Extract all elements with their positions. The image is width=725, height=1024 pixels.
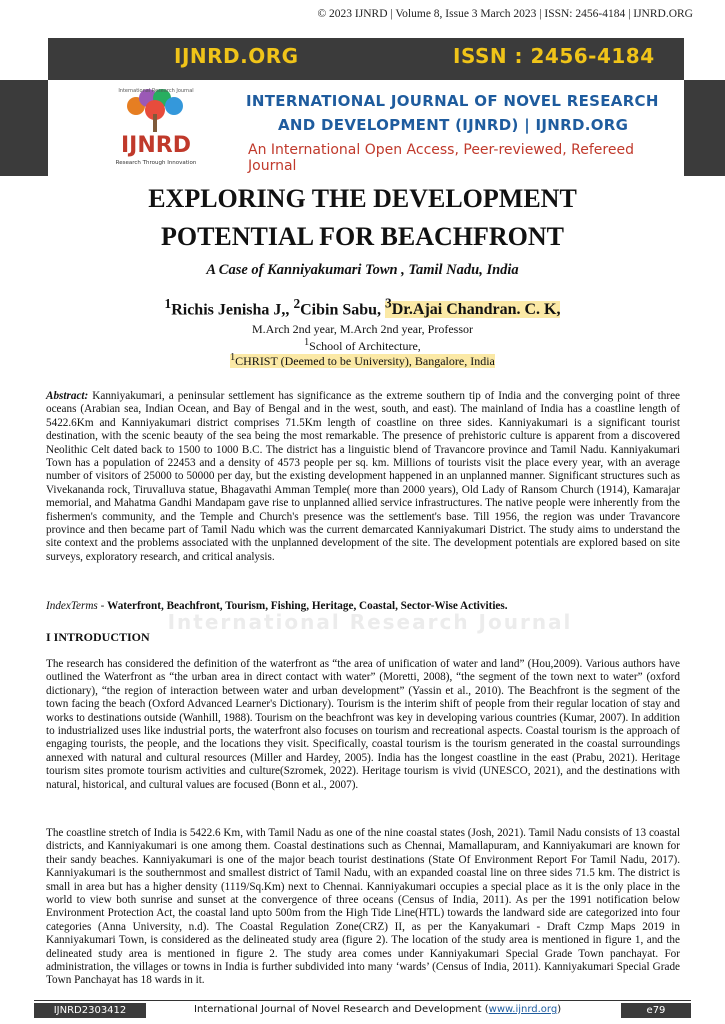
logo-tagline: Research Through Innovation (115, 160, 197, 166)
affiliation-school-text: School of Architecture, (309, 339, 421, 353)
index-terms-text: Waterfront, Beachfront, Tourism, Fishing, Heritage, Coastal, Sector-Wise Activities. (107, 600, 508, 612)
banner-line-2: AND DEVELOPMENT (IJNRD) | IJNRD.ORG (278, 116, 629, 134)
banner-line-3: An International Open Access, Peer-reviewed, Refereed Journal (248, 142, 634, 174)
banner-side-strip (684, 80, 725, 176)
watermark: International Research Journal (167, 610, 573, 634)
index-terms-label: IndexTerms (46, 600, 98, 612)
author-3: Dr.Ajai Chandran. C. K, (391, 301, 561, 319)
affiliation-school: $^1$School of Architecture, (304, 337, 421, 353)
affiliation-roles (0, 322, 725, 337)
footer-paper-id: IJNRD2303412 (34, 1003, 146, 1018)
banner-issn: ISSN : 2456-4184 (453, 44, 655, 68)
logo-small-text: International Research Journal (118, 88, 194, 94)
affiliation-roles-text: M.Arch 2nd year, M.Arch 2nd year, Professor (252, 322, 473, 336)
banner-top-bar (48, 38, 684, 80)
abstract-text: Kanniyakumari, a peninsular settlement has significance as the extreme southern tip of India and the converging point of three oceans (Arabian sea, Indian Ocean, and Bay of Bengal and in the west, south, and east). The mainland of India has a coastline length of 5422.6Km and Kanniyakumari district comprises 71.5Km length of coastline on three sides. Kanniyakumari is a significant tourist destination, with the scenic beauty of the sea being the most remarkable. The presence of prehistoric culture is apparent from a discovered Neolithic Celt dated back to 1500 to 1000 B.C. The district has a linguistic blend of Travancore province and Tamil Nadu. Kanniyakumari Town has a population of 22453 and a density of 4573 people per sq. km. Millions of tourists visit the place every year, with an average number of visitors of 25000 to 50000 per day, but the existing development happened in an unplanned manner. Significant structures such as Vivekananda rock, Tiruvalluva statue, Bhagavathi Amman Temple( more than 2000 years), Old Lady of Ransom Church (1914), Kamarajar memorial, and Mahatma Gandhi Mandapam gave rise to unplanned allied service infrastructures. The native people were inherently from the fishermen's community, and the Temple and Church's presence was the settlement's base. Till 1956, the region was under Travancore province and then became part of Tamil Nadu which was the current demarcated Kanniyakumari District. The study aims to understand the site context and the problems associated with the unplanned development of the site. The development potentials are explored based on site surveys, exploratory research, and critical analysis. (46, 390, 681, 563)
logo-text: IJNRD (121, 133, 191, 158)
footer-link[interactable]: www.ijnrd.org (488, 1004, 558, 1015)
footer-journal (194, 1004, 561, 1015)
section-heading-introduction: I INTRODUCTION (46, 630, 150, 644)
banner-side-strip (0, 80, 48, 176)
affiliation-university-text: CHRIST (Deemed to be University), Bangalore, India (235, 354, 495, 368)
abstract-label: Abstract: (46, 390, 89, 402)
intro-paragraph-1: The research has considered the definition of the waterfront as “the area of unification of water and land” (Hou,2009). Various authors have outlined the Waterfront as “the urban area in direct contact with water” (Moretti, 2008), “the segment of the town next to water” (oxford dictionary), “the region of interaction between water and urban development” (Yassin et al., 2010). The Beachfront is the segment of the town facing the beach (Oxford Advanced Learner's Dictionary). Tourism is the interim shift of people from their regular location of stay and works to destinations outside (Wanhill, 1988). Tourism on the beachfront was key in developing various countries (Kumar, 2007). In addition to industrialized uses like industrial ports, the waterfront also focuses on tourism and recreational aspects. Coastal tourism is the approach of engaging tourists, the people, and the locations they visit. Specifically, coastal tourism is the tourism generated in the coastal surroundings annexed with natural and cultural resources (Miller and Hardey, 2005). India has the longest coastline in the east (Prabu, 2021). Heritage tourism sites promote tourism activities and culture(Szromek, 2022). Heritage tourism is vivid (UNESCO, 2021), and the destinations with natural, historical, and cultural values are focused (Bonn et al., 2007). (46, 658, 680, 791)
paper-subtitle: A Case of Kanniyakumari Town , Tamil Nadu, India (206, 262, 519, 278)
paper-title-line-2: POTENTIAL FOR BEACHFRONT (160, 222, 565, 251)
journal-header-line: © 2023 IJNRD | Volume 8, Issue 3 March 2023 | ISSN: 2456-4184 | IJNRD.ORG (317, 8, 693, 20)
tree-icon (127, 89, 183, 132)
authors: $^1$Richis Jenisha J,, $^2$Cibin Sabu, $^3$Dr.Ajai Chandran. C. K, (164, 296, 561, 319)
page-footer (34, 1000, 691, 1020)
index-terms: IndexTerms - Waterfront, Beachfront, Tourism, Fishing, Heritage, Coastal, Sector-Wise Activities. (46, 600, 508, 612)
intro-paragraph-2: The coastline stretch of India is 5422.6 Km, with Tamil Nadu as one of the nine coastal states (Josh, 2021). Tamil Nadu consists of 13 coastal districts, and Kanniyakumari is one among them. Coastal destinations such as Chennai, Mamallapuram, and Kanniyakumari are known for their sandy beaches. Kanniyakumari is one of the major beach tourist destinations (State Of Environment Report For Tamil Nadu, 2017). Kanniyakumari is the southernmost and smallest district of Tamil Nadu, with an expanded coastal line on three sides 71.5 km. The district is small in area but has a higher density (1119/Sq.Km) next to Chennai. Kanniyakumari occupies a special place as it is the only place in the world to view both sunrise and sunset at the convergence of three oceans (Census of India, 2011). As per the 1991 notification below Environment Protection Act, the coastal land upto 500m from the High Tide Line(HTL) towards the landward side are categorized into four categories (Anna University, n.d). The Coastal Regulation Zone(CRZ) II, as per the Kanyakumari - Draft Czmp Maps 2019 in Kanniyakumari Town, is considered as the delineated study area (figure 2). The location of the study area is mentioned in figure 1, and the delineated study area is mentioned in figure 2. The study area comes under Kanniyakumari Special Grade Town panchayat. For administration, the villages or towns in India is further subdivided into many ‘wards’ (Census of India, 2011). Kanniyakumari Special Grade Town Panchayat has 18 wards in it. (46, 827, 680, 987)
footer-journal-text: International Journal of Novel Research and Development ( (194, 1004, 489, 1015)
abstract (46, 390, 680, 564)
affiliation-university: $^1$CHRIST (Deemed to be University), Bangalore, India (230, 352, 495, 368)
footer-journal-end: ) (557, 1004, 562, 1015)
banner-site: IJNRD.ORG (174, 44, 299, 68)
journal-banner (48, 80, 684, 176)
footer-page-number: e79 (621, 1003, 691, 1018)
paper-title-line-1: EXPLORING THE DEVELOPMENT (148, 184, 577, 213)
banner-line-1: INTERNATIONAL JOURNAL OF NOVEL RESEARCH (246, 92, 659, 110)
author-2: Cibin Sabu, (300, 301, 386, 319)
journal-logo (106, 84, 206, 172)
author-1: Richis Jenisha J,, (171, 301, 294, 319)
